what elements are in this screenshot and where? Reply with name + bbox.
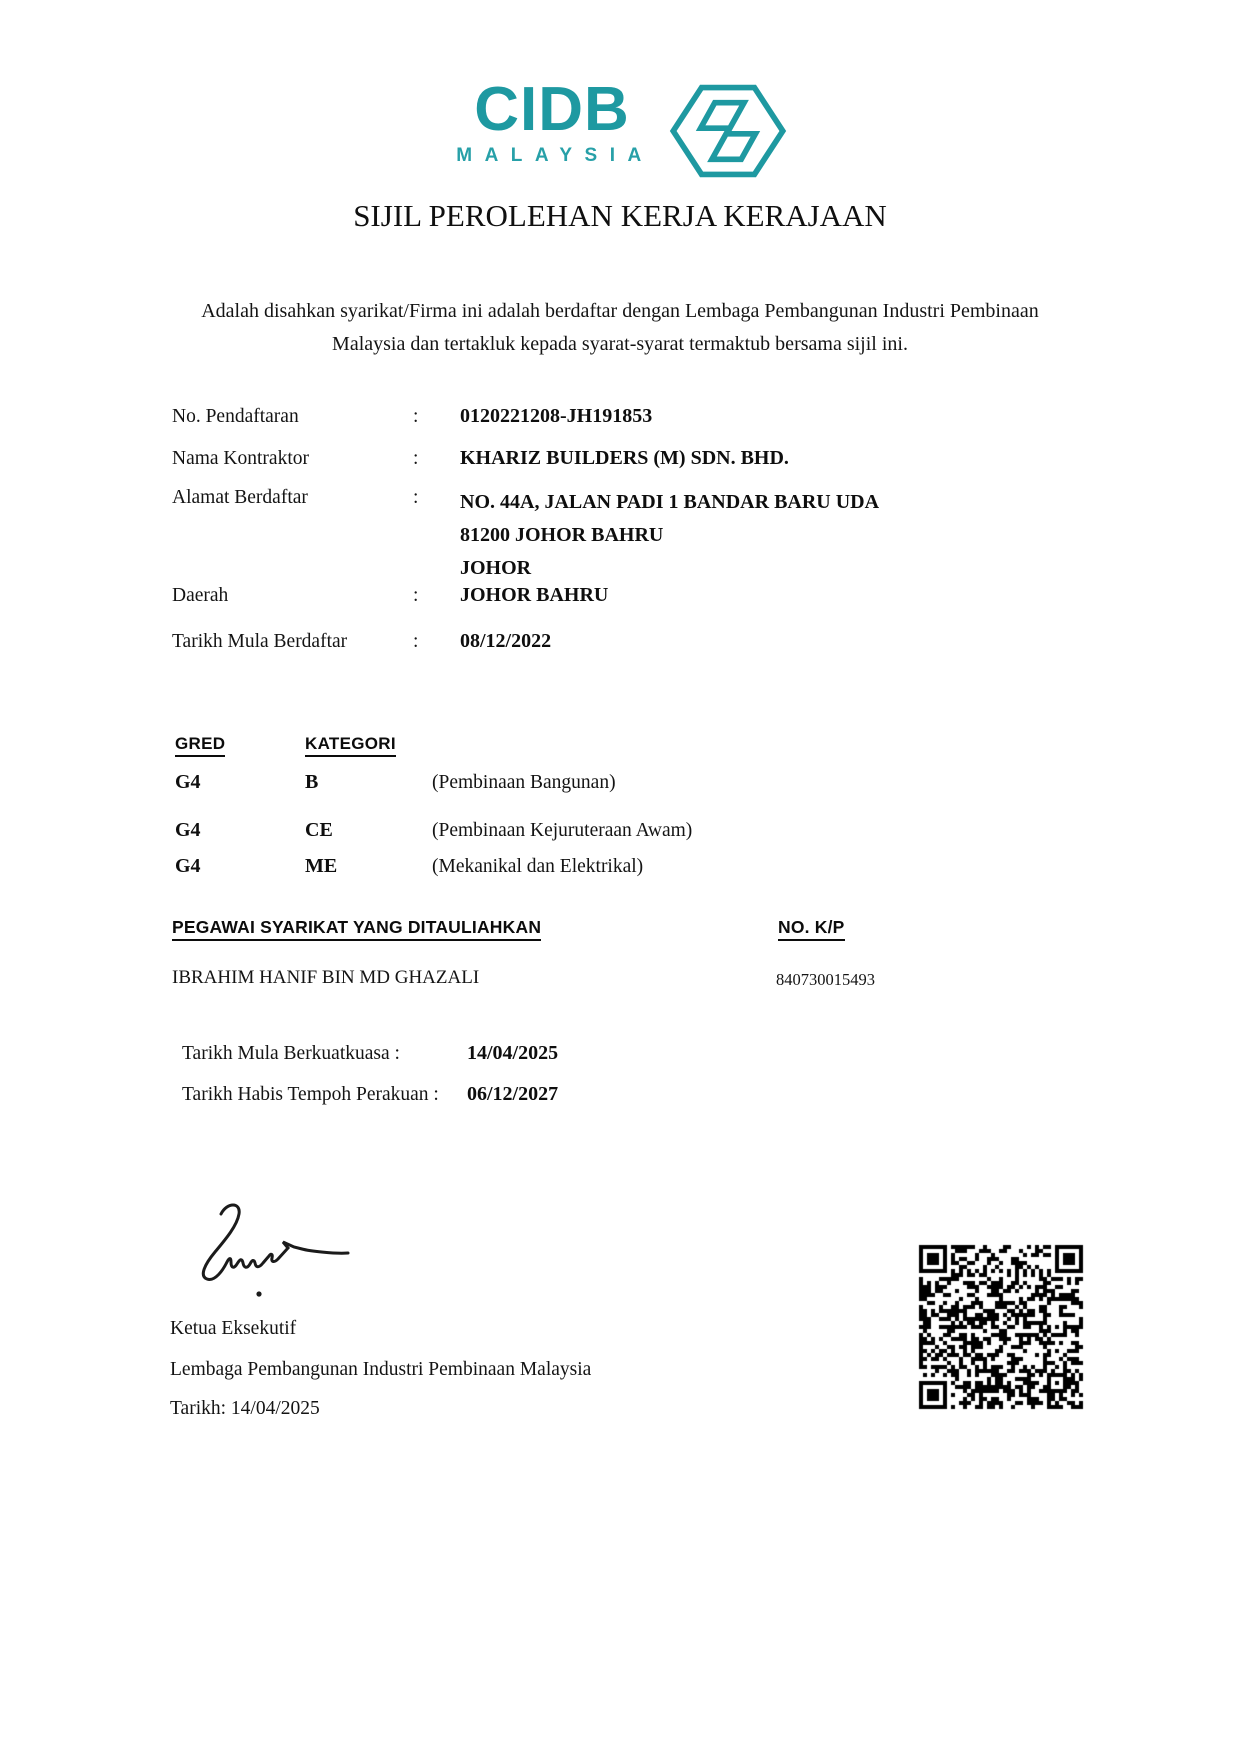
field-label-daerah: Daerah bbox=[172, 585, 229, 606]
grade-row-desc: (Pembinaan Bangunan) bbox=[432, 772, 616, 793]
cidb-logo-text bbox=[450, 75, 654, 167]
field-colon: : bbox=[413, 448, 419, 469]
intro-line-2: Malaysia dan tertakluk kepada syarat-syarat termaktub bersama sijil ini. bbox=[332, 333, 908, 355]
grade-row-kategori: CE bbox=[305, 819, 333, 841]
officer-name: IBRAHIM HANIF BIN MD GHAZALI bbox=[172, 967, 480, 988]
validity-start-label: Tarikh Mula Berkuatkuasa : bbox=[182, 1043, 400, 1064]
field-value-alamat-berdaftar bbox=[460, 486, 879, 585]
officer-kp-header: NO. K/P bbox=[778, 917, 845, 938]
address-line-1: NO. 44A, JALAN PADI 1 BANDAR BARU UDA bbox=[460, 491, 880, 513]
field-colon: : bbox=[413, 631, 419, 652]
field-value-tarikh-mula-berdaftar: 08/12/2022 bbox=[460, 630, 552, 652]
grade-row-gred: G4 bbox=[175, 819, 201, 841]
cidb-logo bbox=[0, 75, 1240, 187]
grade-row-kategori: B bbox=[305, 771, 319, 793]
field-colon: : bbox=[413, 585, 419, 606]
grade-row-desc: (Pembinaan Kejuruteraan Awam) bbox=[432, 820, 693, 841]
grade-row-kategori: ME bbox=[305, 855, 338, 877]
grade-row-desc: (Mekanikal dan Elektrikal) bbox=[432, 856, 644, 877]
footer-role: Ketua Eksekutif bbox=[170, 1318, 297, 1339]
cidb-malaysia-text: MALAYSIA bbox=[456, 145, 654, 166]
intro-line-1: Adalah disahkan syarikat/Firma ini adalah berdaftar dengan Lembaga Pembangunan Industri Pembinaan bbox=[201, 300, 1039, 322]
field-value-daerah: JOHOR BAHRU bbox=[460, 584, 609, 606]
footer-date: Tarikh: 14/04/2025 bbox=[170, 1398, 320, 1419]
field-value-no-pendaftaran: 0120221208-JH191853 bbox=[460, 405, 653, 427]
cidb-brand-text: CIDB bbox=[474, 75, 630, 144]
validity-end-label: Tarikh Habis Tempoh Perakuan : bbox=[182, 1084, 439, 1105]
field-colon: : bbox=[413, 487, 419, 508]
signature-image bbox=[185, 1198, 355, 1313]
validity-start-value: 14/04/2025 bbox=[467, 1042, 559, 1064]
intro-paragraph bbox=[0, 295, 1240, 361]
grades-header-gred: GRED bbox=[175, 734, 225, 754]
footer-org: Lembaga Pembangunan Industri Pembinaan Malaysia bbox=[170, 1359, 592, 1380]
grade-row-gred: G4 bbox=[175, 855, 201, 877]
validity-end-value: 06/12/2027 bbox=[467, 1083, 559, 1105]
certificate-title: SIJIL PEROLEHAN KERJA KERAJAAN bbox=[353, 198, 887, 233]
field-colon: : bbox=[413, 406, 419, 427]
officer-section-header: PEGAWAI SYARIKAT YANG DITAULIAHKAN bbox=[172, 917, 541, 938]
grade-row-gred: G4 bbox=[175, 771, 201, 793]
field-label-alamat-berdaftar: Alamat Berdaftar bbox=[172, 487, 308, 508]
qr-code bbox=[917, 1243, 1085, 1411]
officer-kp-number: 840730015493 bbox=[776, 970, 875, 989]
field-label-nama-kontraktor: Nama Kontraktor bbox=[172, 448, 309, 469]
address-line-2: 81200 JOHOR BAHRU bbox=[460, 524, 664, 546]
field-value-nama-kontraktor: KHARIZ BUILDERS (M) SDN. BHD. bbox=[460, 447, 789, 469]
address-line-3: JOHOR bbox=[460, 557, 532, 579]
field-label-tarikh-mula-berdaftar: Tarikh Mula Berdaftar bbox=[172, 631, 348, 652]
grades-header-kategori: KATEGORI bbox=[305, 734, 396, 754]
field-label-no-pendaftaran: No. Pendaftaran bbox=[172, 406, 299, 427]
cidb-hexagon-logo-icon bbox=[666, 80, 790, 187]
